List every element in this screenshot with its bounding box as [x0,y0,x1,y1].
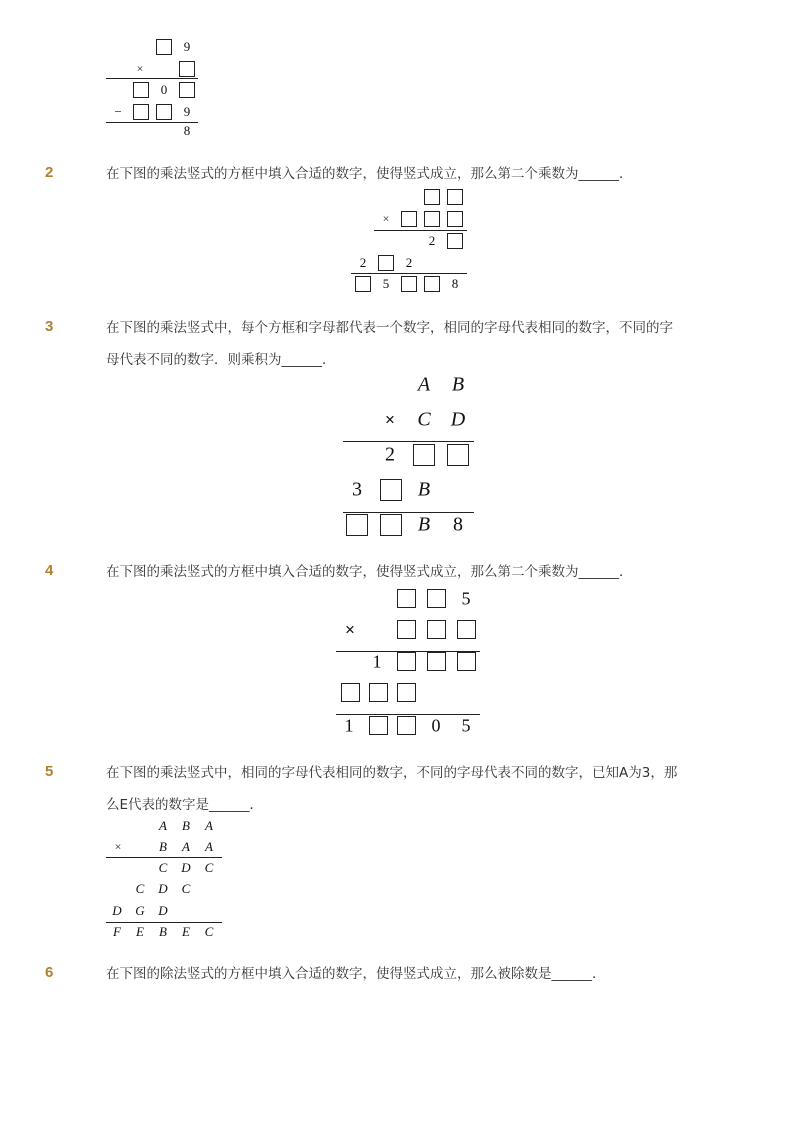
letter-A: A [205,818,213,833]
question-number: 5 [45,763,54,780]
digit-box[interactable] [447,444,469,466]
digit-box[interactable] [341,683,360,702]
digit-box[interactable] [156,39,172,55]
letter-A: A [159,818,167,833]
letter-D: D [112,903,122,918]
question-text: 在下图的乘法竖式的方框中填入合适的数字，使得竖式成立，那么第二个乘数为______． [106,166,633,182]
digit-box[interactable] [413,444,435,466]
digit-box[interactable] [179,61,195,77]
letter-A: A [182,839,190,854]
rule [106,78,198,79]
letter-C: C [135,881,145,896]
digit: 8 [183,123,191,138]
digit-box[interactable] [179,82,195,98]
digit-box[interactable] [447,189,463,205]
digit: 8 [453,513,463,536]
digit-box[interactable] [427,652,446,671]
digit-box[interactable] [424,276,440,292]
digit-box[interactable] [457,620,476,639]
digit-box[interactable] [397,620,416,639]
rule [106,922,222,923]
digit-box[interactable] [401,211,417,227]
digit: 8 [451,276,459,291]
digit-box[interactable] [369,683,388,702]
letter-A: A [417,373,431,396]
digit-box[interactable] [447,233,463,249]
rule [351,273,467,274]
letter-A: A [205,839,213,854]
letter-C: C [181,881,191,896]
letter-G: G [135,903,145,918]
digit-box[interactable] [133,82,149,98]
question-number: 2 [45,164,54,181]
digit: 9 [183,104,191,119]
letter-D: D [450,408,466,431]
digit: 2 [428,233,436,248]
rule [336,714,480,715]
times-sign: × [344,619,356,640]
letter-D: D [158,881,168,896]
digit-box[interactable] [380,514,402,536]
digit: 1 [344,715,354,736]
digit: 2 [405,255,413,270]
digit-box[interactable] [424,189,440,205]
digit-box[interactable] [447,211,463,227]
digit: 2 [385,443,395,466]
digit: 9 [183,39,191,54]
rule [106,857,222,858]
letter-D: D [181,860,191,875]
letter-C: C [204,924,214,939]
digit-box[interactable] [397,652,416,671]
digit-box[interactable] [369,716,388,735]
letter-B: B [159,839,167,854]
times-sign: × [384,409,396,430]
digit-box[interactable] [427,589,446,608]
letter-C: C [204,860,214,875]
digit-box[interactable] [156,104,172,120]
digit: 1 [372,651,382,672]
digit: 5 [461,588,471,609]
digit-box[interactable] [133,104,149,120]
question-number: 6 [45,964,54,981]
digit-box[interactable] [424,211,440,227]
times-sign: × [136,61,144,76]
digit: 0 [160,82,168,97]
digit-box[interactable] [397,589,416,608]
question-text-line-2: 么E代表的数字是______． [106,797,264,813]
letter-E: E [136,924,144,939]
digit-box[interactable] [397,683,416,702]
digit: 5 [382,276,390,291]
letter-B: B [182,818,190,833]
letter-B: B [417,478,431,501]
digit-box[interactable] [401,276,417,292]
letter-B: B [451,373,465,396]
digit-box[interactable] [355,276,371,292]
times-sign: × [382,211,390,226]
letter-F: F [113,924,121,939]
digit: 3 [352,478,362,501]
digit-box[interactable] [457,652,476,671]
letter-E: E [182,924,190,939]
letter-C: C [158,860,168,875]
digit: 0 [431,715,441,736]
question-text-line-1: 在下图的乘法竖式中，每个方框和字母都代表一个数字，相同的字母代表相同的数字，不同的字 [106,320,673,336]
times-sign: × [114,839,122,854]
digit-box[interactable] [380,479,402,501]
rule [343,441,474,442]
digit: 5 [461,715,471,736]
question-number: 3 [45,318,54,335]
digit: 2 [359,255,367,270]
digit-box[interactable] [346,514,368,536]
letter-C: C [417,408,431,431]
letter-B: B [159,924,167,939]
rule [374,230,467,231]
question-number: 4 [45,562,54,579]
digit-box[interactable] [397,716,416,735]
question-text-line-1: 在下图的乘法竖式中，相同的字母代表相同的数字，不同的字母代表不同的数字，已知A为3，那 [106,765,678,781]
question-text: 在下图的乘法竖式的方框中填入合适的数字，使得竖式成立，那么第二个乘数为______． [106,564,633,580]
digit-box[interactable] [427,620,446,639]
minus-sign: − [114,104,122,119]
digit-box[interactable] [378,255,394,271]
question-text-line-2: 母代表不同的数字．则乘积为______． [106,352,336,368]
letter-D: D [158,903,168,918]
letter-B: B [417,513,431,536]
question-text: 在下图的除法竖式的方框中填入合适的数字，使得竖式成立，那么被除数是______． [106,966,606,982]
